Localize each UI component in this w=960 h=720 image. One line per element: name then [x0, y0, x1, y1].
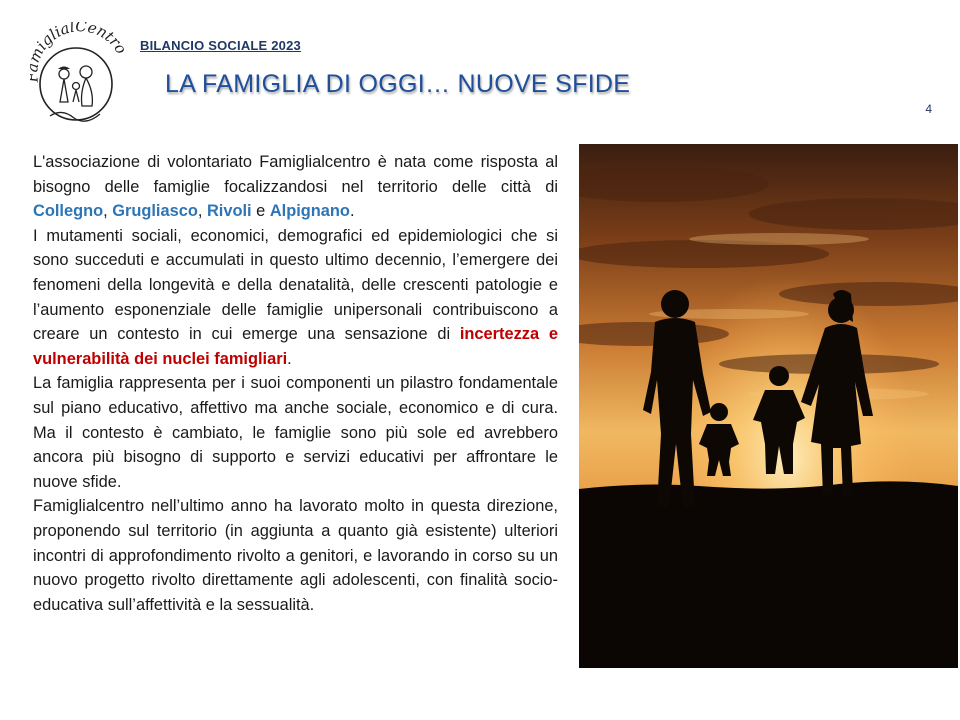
separator: , [197, 202, 207, 221]
intro-text: L'associazione di volontariato Famiglialcentro è nata come risposta al bisogno delle famiglie focalizzandosi nel territorio delle città di [33, 153, 558, 196]
town-grugliasco: Grugliasco [112, 202, 198, 221]
town-alpignano: Alpignano [269, 202, 350, 221]
body-text [33, 150, 558, 617]
paragraph-family-role: La famiglia rappresenta per i suoi componenti un pilastro fondamentale sul piano educativo, affettivo ma anche sociale, economico e di cura. Ma il contesto è cambiato, le famiglie sono più sole ed avrebbero ancora più bisogno di supporto e servizi educativi per affrontare le nuove sfide. [33, 374, 558, 491]
sentence-end: . [349, 202, 355, 221]
sentence-end: . [287, 349, 292, 368]
paragraph-activities: Famiglialcentro nell’ultimo anno ha lavorato molto in questa direzione, proponendo sul territorio (in aggiunta a quanto già esistente) ulteriori incontri di approfondimento rivolto a genitori, e lavorando in corso su un nuovo progetto rivolto direttamente agli adolescenti, con finalità socio-educativa sull’affettività e la sessualità. [33, 497, 558, 614]
town-collegno: Collegno [33, 202, 104, 221]
separator: e [251, 202, 270, 221]
changes-text: I mutamenti sociali, economici, demografici ed epidemiologici che si sono succeduti e accumulati in questo ultimo decennio, l’emergere dei fenomeni della longevità e della denatalità, delle crescenti patologie e l’aumento esponenziale delle famiglie unipersonali contribuiscono a creare un contesto in cui emerge una sensazione di [33, 226, 558, 344]
separator: , [103, 202, 113, 221]
organization-logo [30, 22, 130, 126]
page-number: 4 [925, 102, 932, 116]
paragraph-intro [33, 150, 558, 224]
family-silhouette-photo [579, 144, 958, 668]
report-label: BILANCIO SOCIALE 2023 [140, 38, 301, 53]
town-rivoli: Rivoli [206, 202, 252, 221]
highlighted-phrase: incertezza e vulnerabilità dei nuclei famigliari [33, 325, 558, 368]
paragraph-changes [33, 224, 558, 372]
svg-text:FamiglialCentro: iglialCentro [32, 22, 130, 58]
page-title: LA FAMIGLIA DI OGGI… NUOVE SFIDE [165, 70, 631, 98]
